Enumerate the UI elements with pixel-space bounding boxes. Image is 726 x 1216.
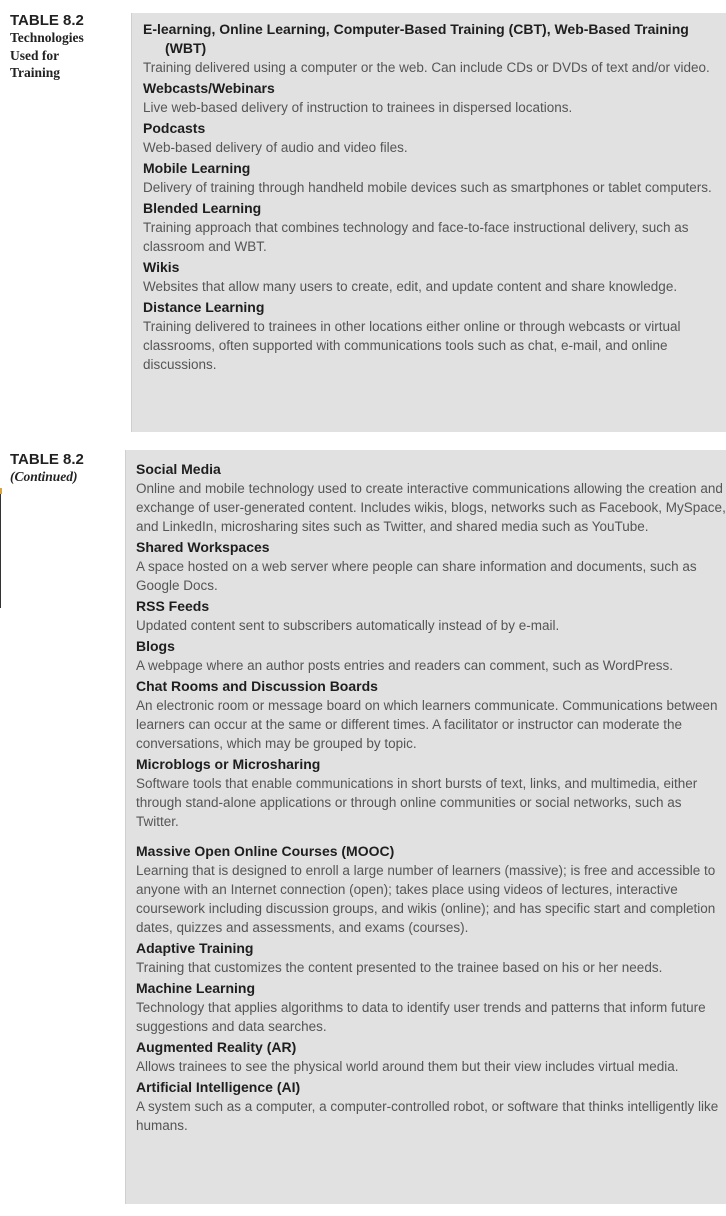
margin-rule-marker: [0, 488, 2, 494]
table-row: [143, 298, 726, 374]
table-row: [136, 939, 726, 977]
term-definition: Training that customizes the content presented to the trainee based on his or her needs.: [136, 960, 663, 975]
table-row: [136, 755, 726, 831]
term-definition: Allows trainees to see the physical world around them but their view includes virtual media.: [136, 1059, 679, 1074]
table-label: TABLE 8.2: [10, 451, 84, 468]
table-row: [136, 597, 726, 635]
table-row: [136, 842, 726, 937]
term-definition: Web-based delivery of audio and video files.: [143, 140, 408, 155]
table-row: [143, 20, 726, 77]
term-definition: Websites that allow many users to create, edit, and update content and share knowledge.: [143, 279, 678, 294]
term-heading: Artificial Intelligence (AI): [136, 1079, 301, 1095]
term-heading: Webcasts/Webinars: [143, 80, 275, 96]
table-panel-continued: [125, 450, 726, 1204]
table-row: [136, 538, 726, 595]
table-caption: [10, 12, 110, 82]
term-heading: Adaptive Training: [136, 940, 254, 956]
term-definition: A system such as a computer, a computer-controlled robot, or software that thinks intelligently like humans.: [136, 1099, 719, 1133]
term-heading: Massive Open Online Courses (MOOC): [136, 843, 395, 859]
table-row: [143, 199, 726, 256]
term-definition: A space hosted on a web server where people can share information and documents, such as Google Docs.: [136, 559, 697, 593]
term-heading: Social Media: [136, 461, 221, 477]
term-definition: Learning that is designed to enroll a large number of learners (massive); is free and accessible to anyone with an Internet connection (open); takes place using videos of lectures, interactive coursework including discussion groups, and wikis (online); and has specific start and completion dates, quizzes and assessments, and exams (courses).: [136, 863, 716, 935]
table-title-line: Technologies: [10, 30, 84, 45]
table-row: [143, 119, 726, 157]
table-row: [136, 1078, 726, 1135]
table-row: [136, 460, 726, 536]
table-title-line: Training: [10, 65, 61, 80]
term-definition: A webpage where an author posts entries and readers can comment, such as WordPress.: [136, 658, 674, 673]
table-row: [136, 1038, 726, 1076]
term-heading: Chat Rooms and Discussion Boards: [136, 678, 378, 694]
term-heading: RSS Feeds: [136, 598, 210, 614]
term-heading: Wikis: [143, 259, 180, 275]
table-row: [136, 979, 726, 1036]
term-definition: Online and mobile technology used to create interactive communications allowing the creation and exchange of user-generated content. Includes wikis, blogs, networks such as Facebook, MySpace, and LinkedIn, microsharing sites such as Twitter, and shared media such as YouTube.: [136, 481, 726, 534]
table-label: TABLE 8.2: [10, 12, 84, 29]
term-heading: Distance Learning: [143, 299, 265, 315]
term-heading: Shared Workspaces: [136, 539, 270, 555]
term-heading: Blended Learning: [143, 200, 262, 216]
table-title-line: Used for: [10, 47, 60, 63]
term-heading: Machine Learning: [136, 980, 256, 996]
table-subtitle: (Continued): [10, 469, 78, 484]
margin-rule: [0, 488, 1, 608]
term-definition: An electronic room or message board on which learners communicate. Communications between learners can occur at the same or different times. A facilitator or instructor can moderate the conversations, which may be grouped by topic.: [136, 698, 718, 751]
term-definition: Updated content sent to subscribers automatically instead of by e-mail.: [136, 618, 560, 633]
term-definition: Live web-based delivery of instruction to trainees in dispersed locations.: [143, 100, 573, 115]
table-row: [143, 258, 726, 296]
term-heading: E-learning, Online Learning, Computer-Based Training (CBT), Web-Based Training (WBT): [143, 21, 689, 56]
spacer: [136, 833, 726, 842]
term-definition: Training delivered to trainees in other locations either online or through webcasts or virtual classrooms, often supported with communications tools such as chat, e-mail, and online discussions.: [143, 319, 681, 372]
term-definition: Software tools that enable communications in short bursts of text, links, and multimedia, either through stand-alone applications or through online communities or social networks, such as Twitter.: [136, 776, 698, 829]
term-heading: Podcasts: [143, 120, 206, 136]
term-heading: Microblogs or Microsharing: [136, 756, 321, 772]
table-row: [136, 637, 726, 675]
table-panel: [131, 13, 726, 432]
term-heading: Blogs: [136, 638, 175, 654]
table-row: [136, 677, 726, 753]
term-definition: Delivery of training through handheld mobile devices such as smartphones or tablet computers.: [143, 180, 712, 195]
term-heading: Augmented Reality (AR): [136, 1039, 297, 1055]
term-heading: Mobile Learning: [143, 160, 251, 176]
term-definition: Technology that applies algorithms to data to identify user trends and patterns that inform future suggestions and data searches.: [136, 1000, 706, 1034]
table-row: [143, 159, 726, 197]
table-row: [143, 79, 726, 117]
term-definition: Training approach that combines technology and face-to-face instructional delivery, such as classroom and WBT.: [143, 220, 689, 254]
table-caption-continued: [10, 451, 84, 485]
term-definition: Training delivered using a computer or the web. Can include CDs or DVDs of text and/or video.: [143, 60, 710, 75]
